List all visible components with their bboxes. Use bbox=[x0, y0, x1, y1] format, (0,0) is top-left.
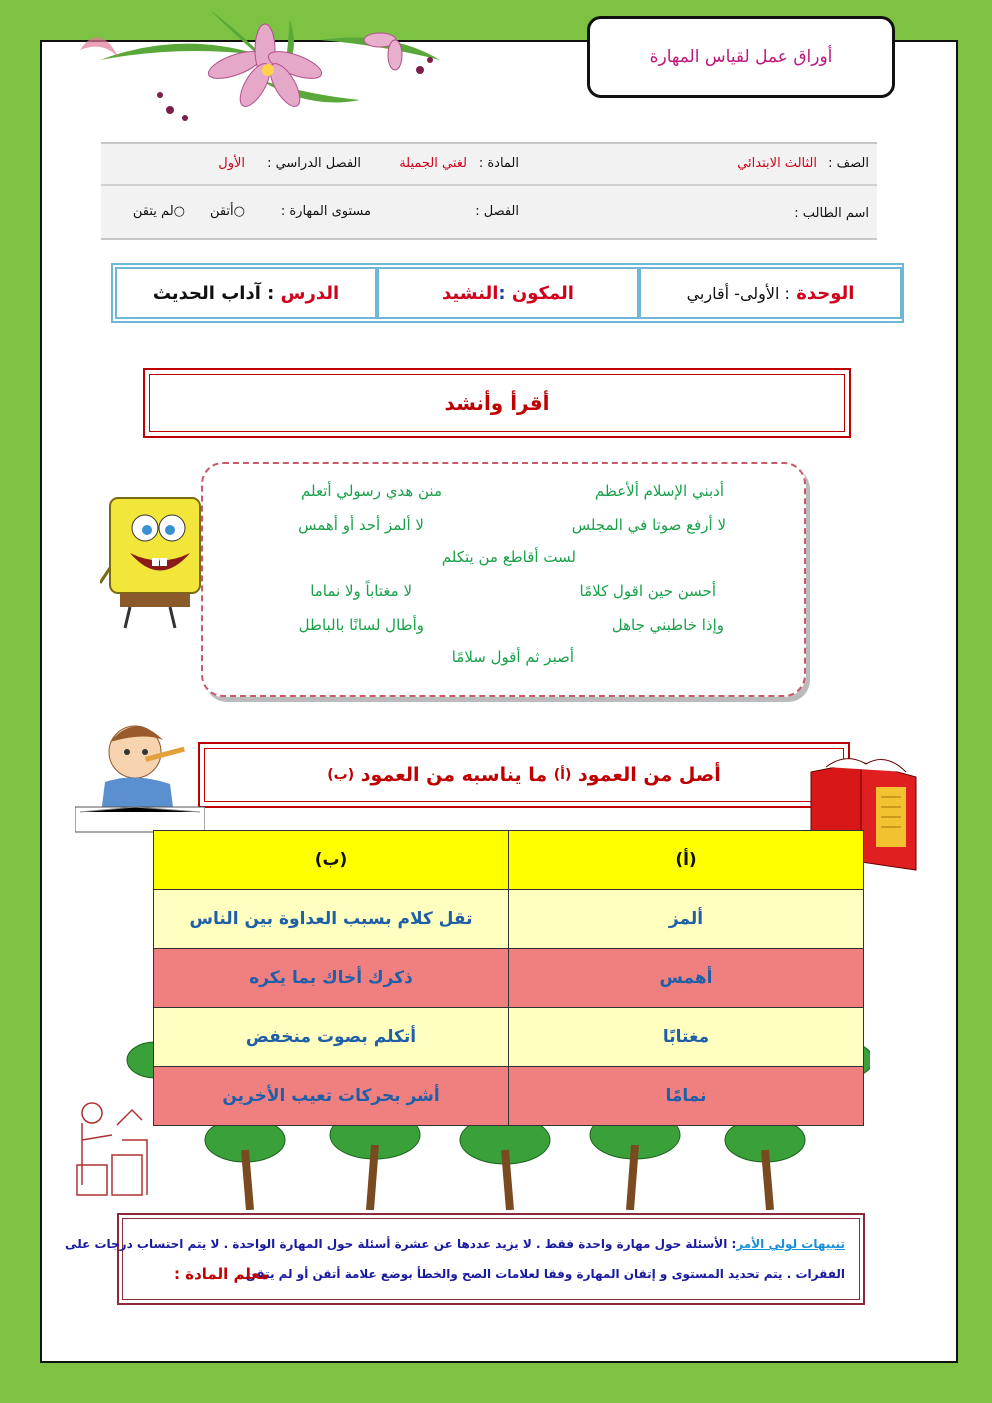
term-label: الفصل الدراسي : bbox=[267, 156, 361, 171]
section-title: أقرأ وأنشد bbox=[444, 391, 550, 415]
flower-decoration bbox=[60, 0, 460, 135]
note-line-2 bbox=[237, 1267, 845, 1281]
column-b-header: (ب) bbox=[154, 831, 509, 890]
worksheet-title bbox=[587, 16, 895, 98]
boy-studying-image bbox=[75, 712, 205, 837]
table-row bbox=[154, 890, 864, 949]
column-a-cell: مغتابًا bbox=[509, 1008, 864, 1067]
table-row bbox=[154, 1067, 864, 1126]
note-text: : الأسئلة حول مهارة واحدة فقط . لا يزيد عددها عن عشرة أسئلة حول المهارة الواحدة . لا يتم احتساب درجات على bbox=[65, 1237, 737, 1251]
poem-box bbox=[201, 462, 806, 697]
grade-label: الصف : bbox=[828, 156, 869, 171]
note-text: الفقرات . يتم تحديد المستوى و إتقان المهارة وفقا لعلامات الصح والخطأ بوضع علامة أتقن أو لم يتقن . bbox=[236, 1267, 845, 1281]
divider bbox=[101, 184, 877, 186]
matching-table bbox=[153, 830, 864, 1126]
class-label: الفصل : bbox=[475, 204, 519, 219]
poem-line: أصبر ثم أقول سلامًا bbox=[451, 648, 574, 666]
note-line-1 bbox=[65, 1237, 845, 1251]
match-title-part: (أ) bbox=[553, 767, 572, 783]
student-name-label: اسم الطالب : bbox=[794, 206, 869, 221]
read-and-sing-header bbox=[143, 368, 851, 438]
section-title bbox=[200, 744, 848, 806]
column-a-cell: ألمز bbox=[509, 890, 864, 949]
match-title-part: ما يناسبه من العمود bbox=[360, 764, 548, 786]
column-a-cell: أهمس bbox=[509, 949, 864, 1008]
poem-line: أدبني الإسلام ألأعظم bbox=[594, 482, 724, 500]
table-row bbox=[154, 949, 864, 1008]
poem-line: وإذا خاطبني جاهل bbox=[611, 616, 724, 634]
column-b-cell: أشر بحركات تعيب الأخرين bbox=[154, 1067, 509, 1126]
column-a-cell: نمامًا bbox=[509, 1067, 864, 1126]
poem-line: وأطال لسانًا بالباطل bbox=[298, 616, 424, 634]
subject-teacher-label: معلم المادة : bbox=[174, 1265, 270, 1283]
lesson-cell bbox=[115, 267, 377, 319]
match-columns-header bbox=[198, 742, 850, 808]
table-row bbox=[154, 1008, 864, 1067]
lesson-label: الدرس bbox=[280, 282, 340, 304]
skill-level-label: مستوى المهارة : bbox=[280, 204, 371, 219]
level-option-not-master-text: لم يتقن bbox=[132, 204, 174, 219]
lesson-value: : آداب الحديث bbox=[152, 282, 275, 304]
poem-line: أحسن حين اقول كلامًا bbox=[579, 582, 716, 600]
level-option-master[interactable]: ○أتقن bbox=[209, 204, 245, 219]
poem-line: لست أقاطع من يتكلم bbox=[441, 548, 576, 566]
poem-line: لا أرفع صوتا في المجلس bbox=[571, 516, 726, 534]
term-value: الأول bbox=[218, 156, 245, 171]
column-b-cell: أتكلم بصوت منخفض bbox=[154, 1008, 509, 1067]
unit-label: الوحدة bbox=[796, 282, 855, 304]
column-a-header: (أ) bbox=[509, 831, 864, 890]
student-info-panel bbox=[101, 142, 877, 240]
level-option-not-master[interactable]: ○لم يتقن bbox=[132, 204, 185, 219]
teacher-drawing-image bbox=[72, 1095, 152, 1207]
poem-line: لا مغتاباً ولا نماما bbox=[310, 582, 412, 600]
column-b-cell: تقل كلام بسبب العداوة بين الناس bbox=[154, 890, 509, 949]
worksheet-title-text: أوراق عمل لقياس المهارة bbox=[649, 47, 833, 67]
subject-value: لغتي الجميلة bbox=[399, 156, 467, 171]
component-cell: المكون : النشيد bbox=[377, 267, 639, 319]
sponge-cartoon-image bbox=[100, 488, 205, 633]
poem-line: لا ألمز أحد أو أهمس bbox=[298, 516, 424, 534]
level-option-master-text: أتقن bbox=[209, 204, 234, 219]
grade-value: الثالث الابتدائي bbox=[737, 156, 817, 171]
note-heading: تنبيهات لولي الأمر bbox=[736, 1237, 845, 1251]
unit-value: : الأولى- أقاربي bbox=[686, 283, 790, 303]
lesson-info-box bbox=[111, 263, 904, 323]
unit-cell bbox=[639, 267, 902, 319]
subject-label: المادة : bbox=[478, 156, 519, 171]
table-header-row bbox=[154, 831, 864, 890]
match-title-part: (ب) bbox=[327, 767, 355, 783]
match-title-part: أصل من العمود bbox=[578, 764, 721, 786]
parent-notes-box bbox=[65, 1213, 865, 1305]
poem-line: منن هدي رسولي أتعلم bbox=[301, 482, 442, 500]
column-b-cell: ذكرك أخاك بما يكره bbox=[154, 949, 509, 1008]
component-label: المكون bbox=[511, 282, 574, 304]
component-value: النشيد bbox=[442, 282, 499, 304]
